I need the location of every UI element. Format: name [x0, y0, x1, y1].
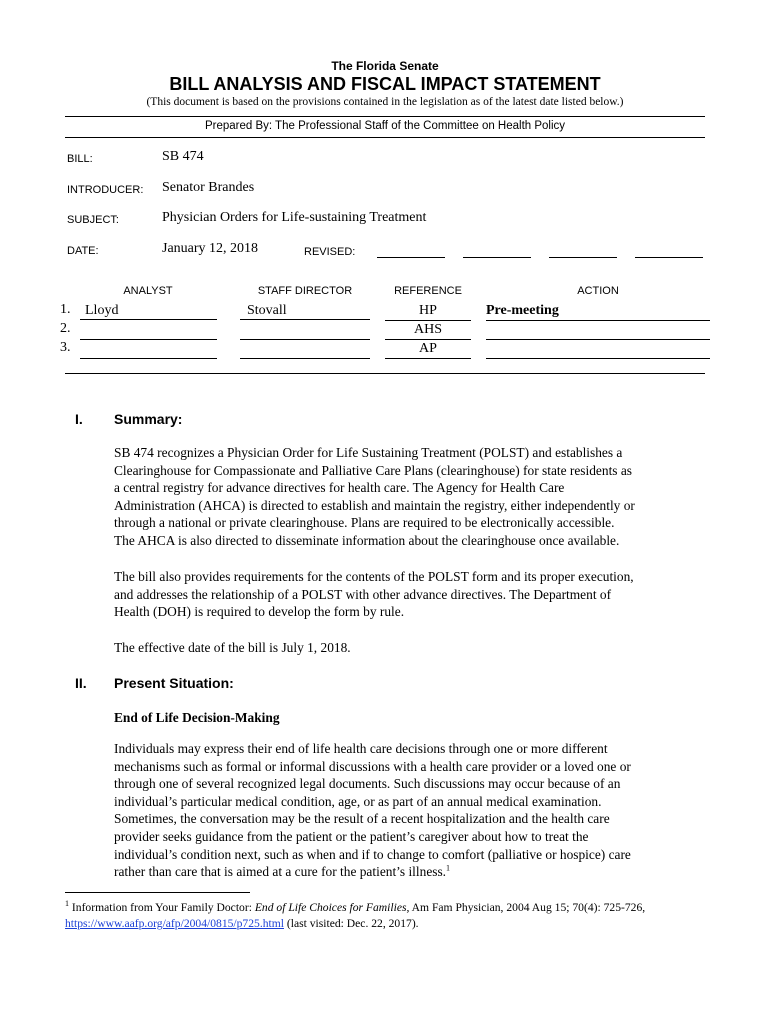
row-number: 1. [60, 302, 71, 317]
col-staff-director: STAFF DIRECTOR [257, 285, 353, 297]
footnote-link[interactable]: https://www.aafp.org/afp/2004/0815/p725.html [65, 917, 284, 930]
senate-name: The Florida Senate [331, 59, 439, 73]
prepared-by: Prepared By: The Professional Staff of the Committee on Health Policy [204, 120, 566, 132]
director-cell: Stovall [240, 302, 370, 320]
date-value: January 12, 2018 [162, 241, 259, 256]
date-label: DATE: [67, 245, 99, 257]
revised-blank [463, 257, 531, 258]
reference-cell: AHS [385, 321, 471, 340]
document-subtitle: (This document is based on the provisions contained in the legislation as of the latest date listed below.) [146, 96, 624, 108]
col-action: ACTION [577, 285, 619, 297]
director-cell [240, 340, 370, 359]
present-situation-paragraph: Individuals may express their end of life health care decisions through one or more different mechanisms such as formal or informal discussions with a health care provider or a loved one or through one of several recognized legal documents. Such discussions may occur because of an individual’s particular medical condition, age, or as part of an annual medical examination. Sometimes, the conversation may be the result of a recent hospitalization and the health care provider seeks guidance from the patient or the patient’s caregiver about how to treat the individual’s condition next, such as when and if to change to comfort (palliative or hospice) care rather than care that is aimed at a cure for the patient’s illness.$^1$ [114, 741, 631, 880]
revised-blank [549, 257, 617, 258]
reference-cell: HP [385, 302, 471, 321]
col-reference: REFERENCE [394, 285, 462, 297]
divider [65, 116, 705, 117]
footnote: $^1$ Information from Your Family Doctor: End of Life Choices for Families, Am Fam Physician, 2004 Aug 15; 70(4): 725-726, https://www.aafp.org/afp/2004/0815/p725.html (last visited: Dec. 22, 2017). [65, 899, 646, 930]
col-analyst: ANALYST [123, 285, 173, 297]
bill-value: SB 474 [162, 149, 204, 164]
action-cell [486, 340, 710, 359]
footnote-ref[interactable]: 1 [446, 863, 451, 873]
action-cell: Pre-meeting [486, 302, 710, 321]
section-heading: Summary: [114, 411, 183, 427]
subject-value: Physician Orders for Life-sustaining Treatment [162, 210, 427, 225]
subsection-heading: End of Life Decision-Making [114, 710, 280, 725]
director-cell [240, 321, 370, 340]
revised-blank [635, 257, 703, 258]
summary-paragraph-1: SB 474 recognizes a Physician Order for Life Sustaining Treatment (POLST) and establishes a Clearinghouse for Compassionate and Palliative Care Plans (clearinghouse) for state residents as a central registry for advance directives for health care. The Agency for Health Care Administration (AHCA) is directed to establish and maintain the registry, either independently or through a national or private clearinghouse. Plans are required to be electronically accessible. The AHCA is also directed to disseminate information about the clearinghouse once available. [114, 445, 635, 548]
summary-paragraph-2: The bill also provides requirements for the contents of the POLST form and its proper execution, and addresses the relationship of a POLST with other advance directives. The Department of Health (DOH) is required to develop the form by rule. [114, 569, 634, 620]
row-number: 2. [60, 321, 71, 336]
analyst-cell: Lloyd [80, 302, 217, 320]
analyst-cell [80, 340, 217, 359]
section-heading: Present Situation: [114, 675, 234, 691]
divider [65, 373, 705, 374]
analyst-cell [80, 321, 217, 340]
row-number: 3. [60, 340, 71, 355]
action-cell [486, 321, 710, 340]
section-numeral: II. [75, 675, 87, 691]
revised-blank [377, 257, 445, 258]
document-title: BILL ANALYSIS AND FISCAL IMPACT STATEMENT [169, 74, 601, 94]
bill-label: BILL: [67, 153, 93, 165]
introducer-value: Senator Brandes [162, 180, 255, 195]
revised-label: REVISED: [304, 246, 356, 258]
summary-paragraph-3: The effective date of the bill is July 1, 2018. [114, 640, 351, 655]
section-numeral: I. [75, 411, 83, 427]
footnote-divider [65, 892, 250, 893]
reference-cell: AP [385, 340, 471, 359]
divider [65, 137, 705, 138]
introducer-label: INTRODUCER: [67, 184, 144, 196]
subject-label: SUBJECT: [67, 214, 119, 226]
